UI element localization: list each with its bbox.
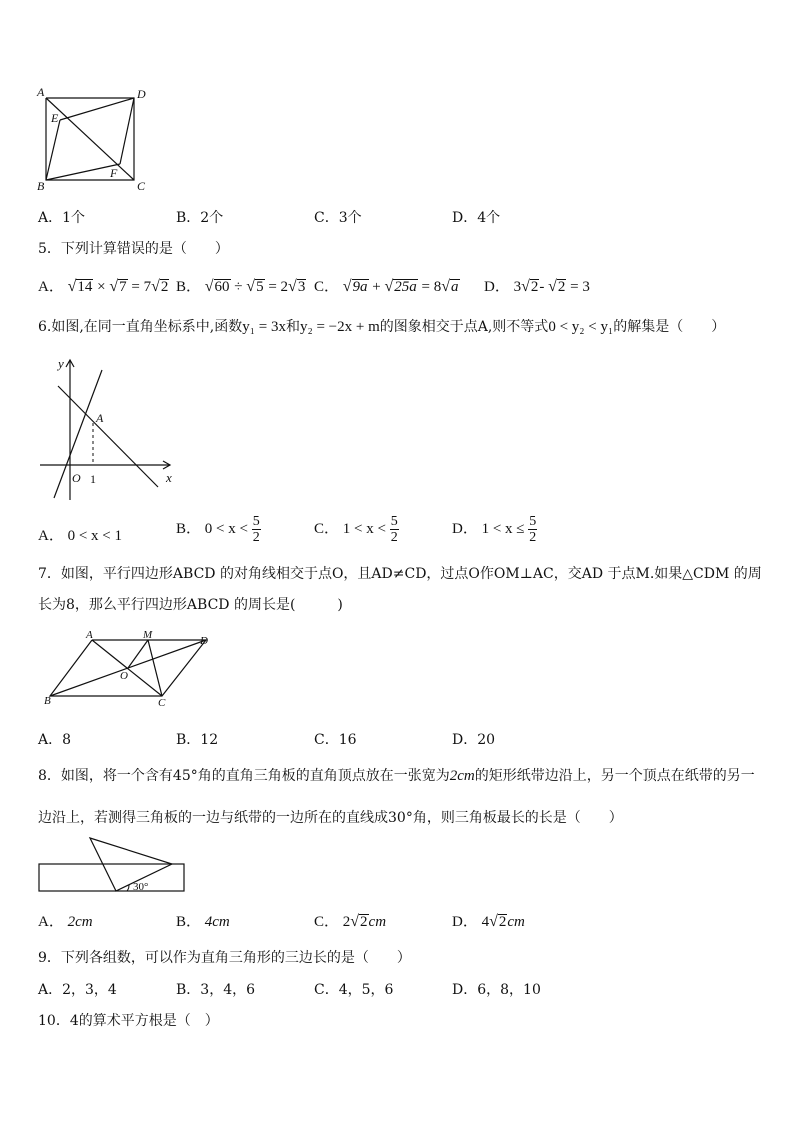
q5-stem: 5．下列计算错误的是（ ） — [38, 241, 229, 257]
q9-stem: 9．下列各组数，可以作为直角三角形的三边长的是（ ） — [38, 950, 411, 966]
square-figure — [34, 84, 154, 194]
q5-b-r3: 3 — [297, 279, 306, 295]
q6-d-num: 5 — [529, 514, 537, 529]
q6-f2: y₂ = −2x + m — [299, 319, 380, 335]
q5-c-op: + — [372, 279, 381, 295]
q6-c-den: 2 — [390, 530, 398, 545]
q6-graph — [36, 352, 186, 502]
label-C: C — [158, 697, 166, 709]
q8-a-text: 2cm — [67, 914, 93, 930]
q9-option-b[interactable]: B．3，4，6 — [176, 982, 256, 998]
q5-c-r2: 25a — [394, 279, 417, 295]
q4-option-a[interactable]: A．1个 — [38, 210, 86, 226]
q6-b-num: 5 — [252, 514, 260, 529]
q6-stem-c: 的解集是（ ） — [613, 319, 726, 335]
label-C: C — [137, 179, 146, 193]
label-F: F — [110, 166, 118, 180]
q5-option-c[interactable]: C． √9a + √25a = 8√a — [314, 278, 459, 295]
q8-d-coef: 4 — [481, 914, 490, 930]
q6-d-text: 1 < x ≤ — [481, 520, 525, 537]
q8-option-a[interactable] — [38, 910, 93, 931]
q6-c-text: 1 < x < — [342, 520, 386, 537]
q6-stem-a: 6.如图,在同一直角坐标系中,函数 — [38, 319, 243, 335]
q6-a-text: 0 < x < 1 — [67, 528, 123, 544]
q8-line1 — [38, 765, 755, 785]
q8-option-c[interactable]: C． 2√2cm — [314, 913, 387, 930]
q8-line1a: 8．如图，将一个含有45°角的直角三角板的直角顶点放在一张宽为 — [38, 768, 450, 784]
q5-d-op: - — [539, 279, 545, 295]
q7-option-b[interactable]: B．12 — [176, 732, 219, 748]
q6-ineq: 0 < y₂ < y₁ — [548, 319, 614, 335]
q4-option-d[interactable]: D．4个 — [452, 210, 501, 226]
q10-stem: 10．4的算术平方根是（ ） — [38, 1013, 219, 1029]
angle-label: 30° — [133, 881, 149, 893]
label-A: A — [86, 629, 93, 641]
q8-b-letter: B． — [176, 914, 202, 930]
label-D: D — [137, 87, 146, 101]
q5-c-r1: 9a — [352, 279, 368, 295]
q7-line1: 7．如图，平行四边形ABCD 的对角线相交于点O，且AD≠CD，过点O作OM⊥AC，交AD 于点M.如果△CDM 的周 — [38, 566, 762, 582]
q5-a-r2: 7 — [119, 279, 127, 295]
q5-b-r2: 5 — [256, 279, 264, 295]
q7-option-a[interactable]: A．8 — [38, 732, 72, 748]
q5-a-r3: 2 — [160, 279, 169, 295]
q9-option-a[interactable]: A．2，3，4 — [38, 982, 117, 998]
q8-c-letter: C． — [314, 914, 340, 930]
q5-option-d[interactable]: D． 3√2- √2 = 3 — [484, 278, 590, 295]
q5-c-eq: = 8 — [421, 279, 442, 295]
label-E: E — [51, 111, 59, 125]
q6-stem-b: 的图象相交于点A,则不等式 — [379, 319, 549, 335]
q6-b-den: 2 — [252, 530, 260, 545]
q6-d-den: 2 — [529, 530, 537, 545]
q8-a-letter: A． — [38, 914, 64, 930]
q5-b-letter: B． — [176, 279, 202, 295]
q5-b-r1: 60 — [214, 279, 230, 295]
q8-c-coef: 2 — [342, 914, 351, 930]
label-B: B — [37, 179, 45, 193]
axis-x-label: x — [166, 470, 172, 485]
tick-1-label: 1 — [90, 472, 96, 486]
q8-d-unit: cm — [507, 914, 525, 930]
q5-d-r2: 2 — [557, 279, 566, 295]
q6-b-text: 0 < x < — [204, 520, 248, 537]
q9-option-d[interactable]: D．6，8，10 — [452, 982, 541, 998]
q8-b-text: 4cm — [204, 914, 230, 930]
q7-parallelogram-figure — [40, 628, 220, 712]
point-A-label: A — [96, 411, 104, 425]
label-D: D — [200, 635, 208, 647]
q5-option-b[interactable]: B． √60 ÷ √5 = 2√3 — [176, 278, 306, 295]
q5-a-eq: = 7 — [131, 279, 152, 295]
q6-f1: y₁ = 3x — [242, 319, 286, 335]
q8-option-d[interactable]: D． 4√2cm — [452, 913, 525, 930]
q7-line2: 长为8，那么平行四边形ABCD 的周长是( ) — [38, 597, 343, 613]
q8-cm: 2cm — [449, 768, 475, 784]
q6-option-c[interactable] — [314, 514, 399, 545]
q5-d-coef: 3 — [513, 279, 522, 295]
q8-c-unit: cm — [368, 914, 387, 930]
q8-d-letter: D． — [452, 914, 478, 930]
q7-option-c[interactable]: C．16 — [314, 732, 357, 748]
q6-option-b[interactable] — [176, 514, 261, 545]
q9-option-c[interactable]: C．4，5，6 — [314, 982, 394, 998]
q6-c-letter: C． — [314, 520, 340, 537]
label-M: M — [143, 629, 153, 641]
q6-option-d[interactable] — [452, 514, 537, 545]
label-A: A — [37, 85, 45, 99]
q8-option-b[interactable] — [176, 910, 230, 931]
q5-c-r3: a — [451, 279, 459, 295]
q6-stem — [38, 316, 725, 336]
q4-option-c[interactable]: C．3个 — [314, 210, 362, 226]
q5-a-op: × — [97, 279, 106, 295]
label-B: B — [44, 695, 51, 707]
q6-b-letter: B． — [176, 520, 202, 537]
q5-option-a[interactable]: A． √14 × √7 = 7√2 — [38, 278, 169, 295]
q8-d-rad: 2 — [498, 914, 507, 930]
q5-d-letter: D． — [484, 279, 510, 295]
q5-c-letter: C． — [314, 279, 340, 295]
q8-line2: 边沿上，若测得三角板的一边与纸带的一边所在的直线成30°角，则三角板最长的长是（ ） — [38, 810, 623, 826]
q6-option-a[interactable] — [38, 524, 122, 545]
q5-a-r1: 14 — [77, 279, 93, 295]
q5-b-eq: = 2 — [268, 279, 289, 295]
q6-d-letter: D． — [452, 520, 478, 537]
q6-and: 和 — [285, 319, 300, 335]
q8-line1b: 的矩形纸带边沿上，另一个顶点在纸带的另一 — [474, 768, 755, 784]
q8-c-rad: 2 — [360, 914, 368, 930]
q5-d-r1: 2 — [530, 279, 539, 295]
q4-option-b[interactable]: B．2个 — [176, 210, 224, 226]
label-O: O — [120, 670, 128, 682]
q5-d-eq: = 3 — [570, 279, 590, 295]
q5-a-letter: A． — [38, 279, 64, 295]
q6-c-num: 5 — [390, 514, 398, 529]
axis-y-label: y — [58, 356, 64, 371]
q8-strip-figure — [36, 834, 188, 896]
q6-a-letter: A． — [38, 528, 64, 544]
q5-b-op: ÷ — [234, 279, 243, 295]
origin-label: O — [72, 471, 81, 485]
q7-option-d[interactable]: D．20 — [452, 732, 496, 748]
